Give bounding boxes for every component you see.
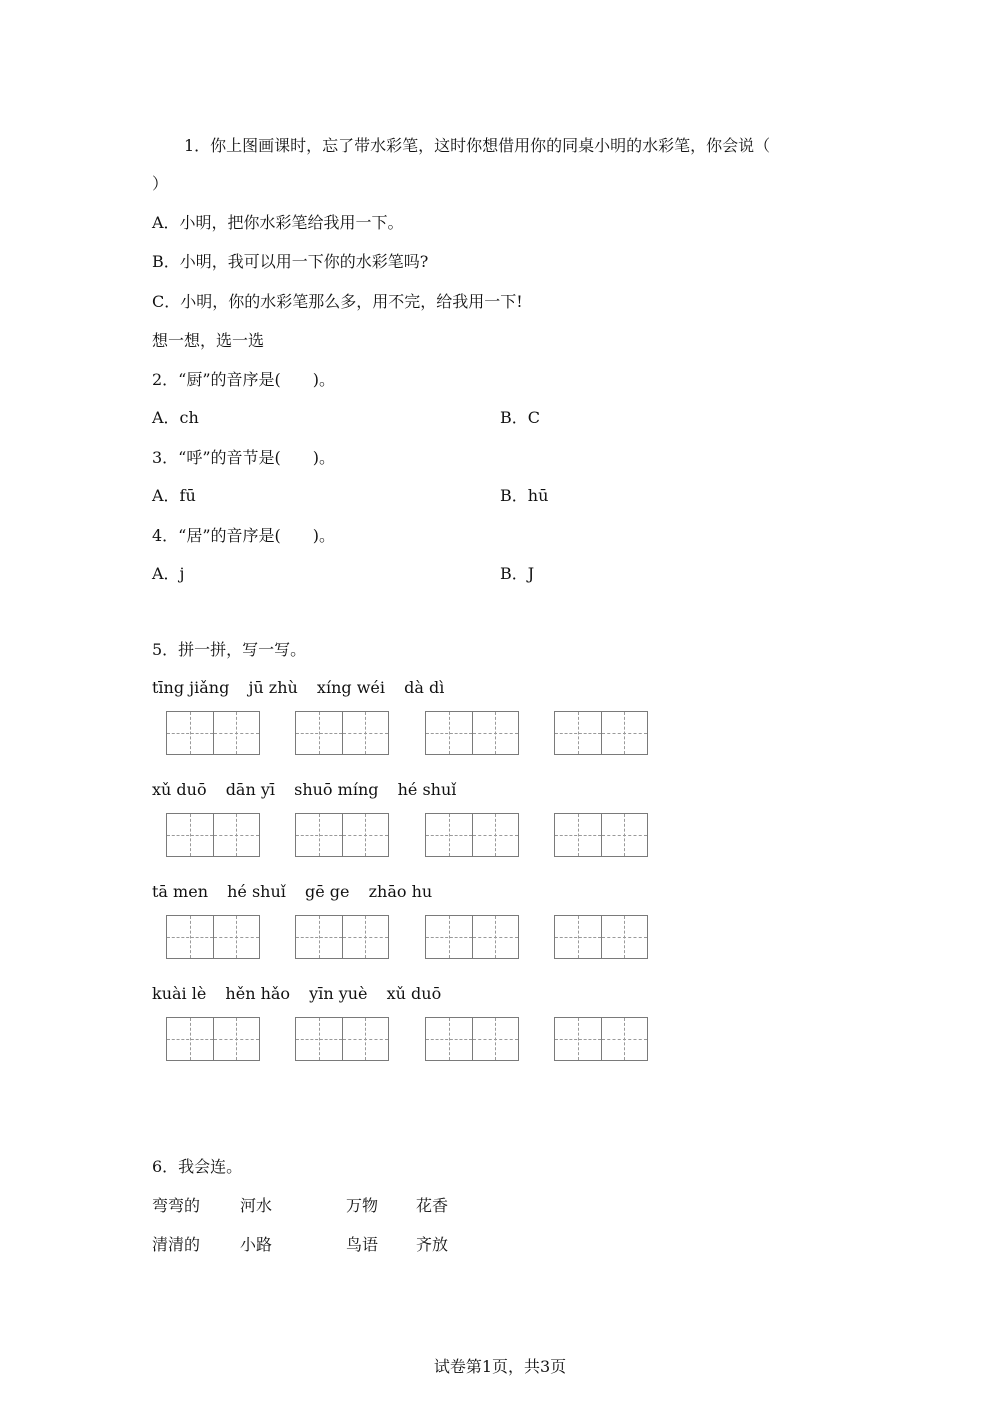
writing-box[interactable] (554, 915, 648, 959)
writing-box[interactable] (425, 711, 519, 755)
writing-box[interactable] (554, 813, 648, 857)
pinyin-word: zhāo hu (368, 882, 433, 901)
pinyin-word: shuō míng (294, 780, 379, 799)
match-right-2[interactable]: 花香 (416, 1196, 449, 1215)
writing-box[interactable] (295, 813, 389, 857)
pinyin-word: kuài lè (152, 984, 207, 1003)
writing-box[interactable] (554, 711, 648, 755)
match-right-3[interactable]: 小路 (240, 1235, 273, 1254)
q4-option-a: A．j (152, 564, 185, 583)
pinyin-word: yīn yuè (309, 984, 368, 1003)
writing-box[interactable] (425, 1017, 519, 1061)
pinyin-row-4 (152, 984, 455, 1004)
writing-box[interactable] (425, 813, 519, 857)
match-right-4[interactable]: 齐放 (416, 1235, 449, 1254)
page-footer: 试卷第1页，共3页 (433, 1357, 567, 1376)
pinyin-row-3 (152, 882, 446, 902)
q6-stem: 6．我会连。 (152, 1157, 243, 1176)
match-right-1[interactable]: 河水 (240, 1196, 273, 1215)
writing-box[interactable] (295, 711, 389, 755)
writing-box[interactable] (166, 915, 260, 959)
q2-stem: 2．“厨”的音序是( )。 (152, 370, 336, 389)
writing-box[interactable] (295, 1017, 389, 1061)
pinyin-word: jū zhù (248, 678, 298, 697)
q4-option-b: B．J (500, 564, 535, 583)
writing-grid-row-3 (166, 915, 656, 959)
q4-stem: 4．“居”的音序是( )。 (152, 526, 336, 545)
pinyin-word: xǔ duō (152, 780, 207, 799)
section-heading: 想一想，选一选 (152, 331, 265, 350)
pinyin-word: dà dì (404, 678, 445, 697)
q1-option-b: B．小明，我可以用一下你的水彩笔吗? (152, 252, 429, 271)
q2-option-a: A．ch (152, 408, 199, 427)
match-left-1[interactable]: 弯弯的 (152, 1196, 201, 1215)
writing-grid-row-4 (166, 1017, 656, 1061)
pinyin-word: tā men (152, 882, 208, 901)
q3-option-b: B．hū (500, 486, 549, 505)
writing-box[interactable] (166, 1017, 260, 1061)
q3-option-a: A．fū (152, 486, 196, 505)
writing-box[interactable] (295, 915, 389, 959)
writing-grid-row-1 (166, 711, 656, 755)
writing-box[interactable] (166, 813, 260, 857)
q1-stem-close: ） (152, 174, 169, 193)
q1-option-c: C．小明，你的水彩笔那么多，用不完，给我用一下! (152, 292, 523, 311)
pinyin-word: hé shuǐ (227, 882, 286, 901)
pinyin-word: gē ge (304, 882, 350, 901)
writing-grid-row-2 (166, 813, 656, 857)
q1-stem: 1．你上图画课时，忘了带水彩笔，这时你想借用你的同桌小明的水彩笔，你会说（ (184, 136, 771, 155)
writing-box[interactable] (166, 711, 260, 755)
writing-box[interactable] (425, 915, 519, 959)
pinyin-word: tīng jiǎng (152, 678, 230, 697)
match-left-4[interactable]: 鸟语 (346, 1235, 379, 1254)
q3-stem: 3．“呼”的音节是( )。 (152, 448, 336, 467)
pinyin-word: hěn hǎo (225, 984, 291, 1003)
writing-box[interactable] (554, 1017, 648, 1061)
pinyin-word: hé shuǐ (397, 780, 457, 799)
q2-option-b: B．C (500, 408, 541, 427)
pinyin-row-1 (152, 678, 458, 698)
pinyin-word: xǔ duō (386, 984, 442, 1003)
q5-stem: 5．拼一拼，写一写。 (152, 640, 307, 659)
pinyin-word: xíng wéi (316, 678, 385, 697)
match-left-3[interactable]: 清清的 (152, 1235, 201, 1254)
pinyin-word: dān yī (225, 780, 276, 799)
pinyin-row-2 (152, 780, 470, 800)
match-left-2[interactable]: 万物 (346, 1196, 379, 1215)
q1-option-a: A．小明，把你水彩笔给我用一下。 (152, 213, 404, 232)
